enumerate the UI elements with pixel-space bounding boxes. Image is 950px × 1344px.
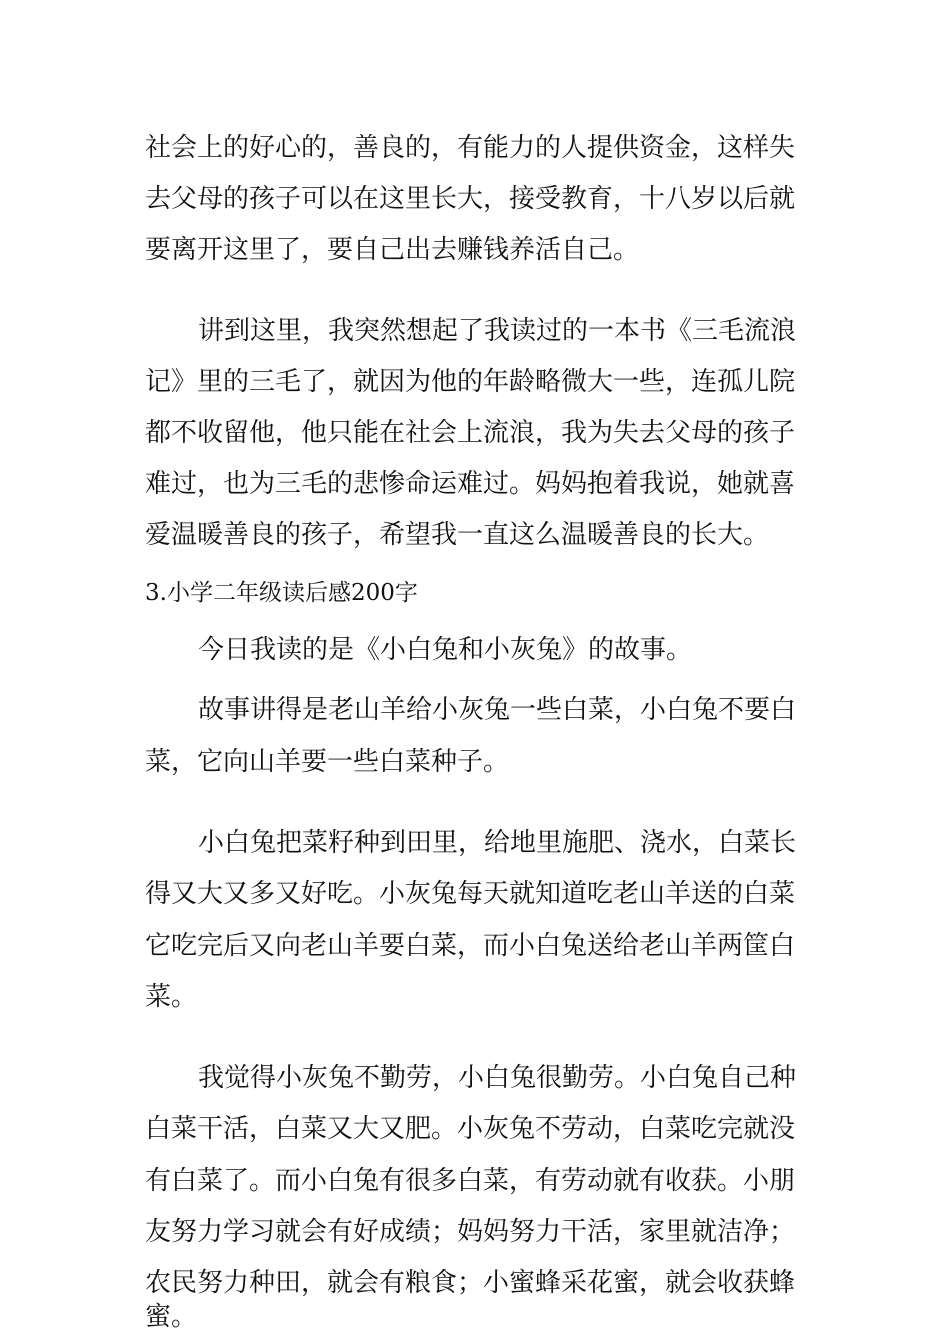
text-line: 要离开这里了，要自己出去赚钱养活自己。	[145, 235, 640, 265]
paragraph-first-line: 我觉得小灰兔不勤劳，小白兔很勤劳。小白兔自己种	[198, 1063, 797, 1093]
text-line: 白菜干活，白菜又大又肥。小灰兔不劳动，白菜吃完就没	[145, 1114, 796, 1144]
text-line: 记》里的三毛了，就因为他的年龄略微大一些，连孤儿院	[145, 367, 796, 397]
text-line: 得又大又多又好吃。小灰兔每天就知道吃老山羊送的白菜	[145, 879, 796, 909]
text-line: 菜，它向山羊要一些白菜种子。	[145, 747, 510, 777]
section-heading: 3.小学二年级读后感200字	[145, 580, 418, 606]
text-line: 友努力学习就会有好成绩；妈妈努力干活，家里就洁净；	[145, 1217, 796, 1247]
text-line: 有白菜了。而小白兔有很多白菜，有劳动就有收获。小朋	[145, 1166, 796, 1196]
text-line: 蜜。	[145, 1302, 198, 1332]
text-line: 农民努力种田，就会有粮食；小蜜蜂采花蜜，就会收获蜂	[145, 1268, 796, 1298]
text-line: 去父母的孩子可以在这里长大，接受教育，十八岁以后就	[145, 184, 796, 214]
paragraph-first-line: 故事讲得是老山羊给小灰兔一些白菜，小白兔不要白	[198, 695, 797, 725]
text-line: 难过，也为三毛的悲惨命运难过。妈妈抱着我说，她就喜	[145, 469, 796, 499]
text-line: 都不收留他，他只能在社会上流浪，我为失去父母的孩子	[145, 418, 796, 448]
paragraph-first-line: 小白兔把菜籽种到田里，给地里施肥、浇水，白菜长	[198, 828, 797, 858]
text-line: 它吃完后又向老山羊要白菜，而小白兔送给老山羊两筐白	[145, 931, 796, 961]
text-line: 菜。	[145, 982, 198, 1012]
text-line: 爱温暖善良的孩子，希望我一直这么温暖善良的长大。	[145, 520, 770, 550]
paragraph-first-line: 讲到这里，我突然想起了我读过的一本书《三毛流浪	[198, 316, 797, 346]
paragraph-first-line: 今日我读的是《小白兔和小灰兔》的故事。	[198, 635, 693, 665]
text-line: 社会上的好心的，善良的，有能力的人提供资金，这样失	[145, 133, 796, 163]
